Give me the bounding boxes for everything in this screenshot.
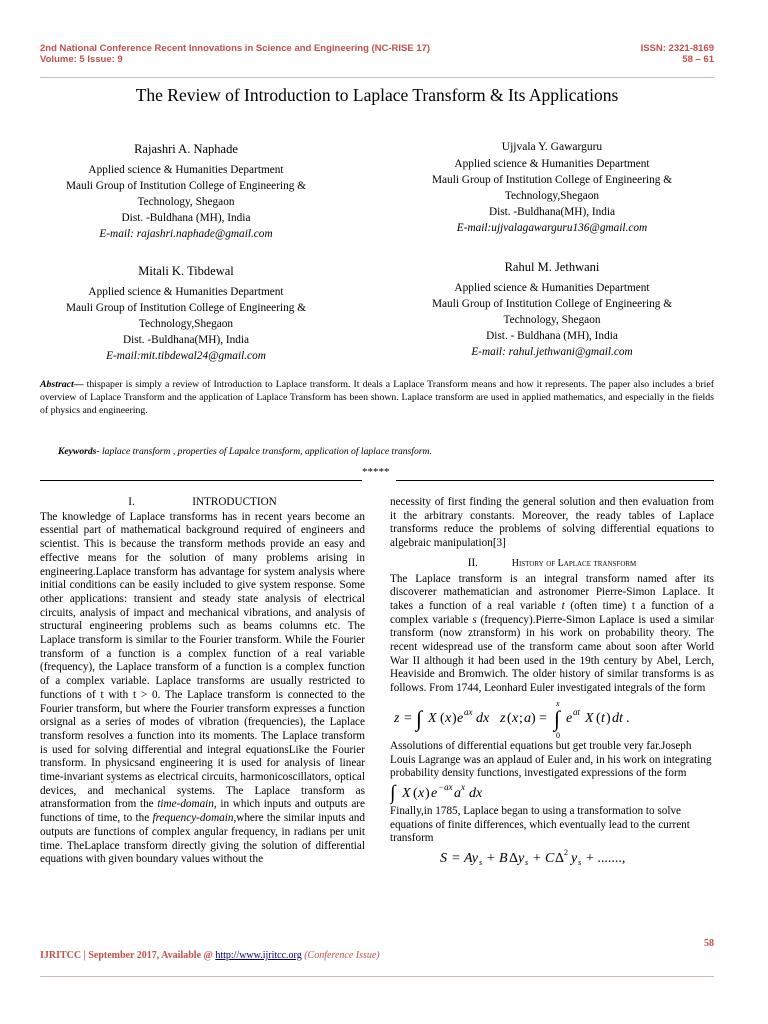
author-email[interactable]: E-mail:mit.tibdewal24@gmail.com (106, 350, 266, 362)
author-dept: Applied science & Humanities Department (88, 164, 284, 176)
author-name: Rahul M. Jethwani (504, 260, 600, 274)
footer-rule (40, 976, 714, 977)
section-number: II. (467, 556, 478, 569)
svg-text:+: + (487, 851, 495, 867)
svg-text:a: a (454, 785, 461, 801)
keywords-text: laplace transform , properties of Lapalce transform, application of laplace transform. (99, 446, 432, 457)
author-block-1 (36, 141, 336, 242)
svg-text:=: = (452, 851, 460, 867)
abstract-text: thispaper is simply a review of Introduction to Laplace transform. It deals a Laplace Transform means and how it represents. The paper also includes a brief overview of Laplace Transform and the application of Laplace Transform has been shown. Laplace transform are used in applied mathematics, and especially in the fields of physics and engineering. (40, 379, 714, 416)
author-institution-cont: Technology, Shegaon (137, 196, 235, 208)
author-dept: Applied science & Humanities Department (454, 158, 650, 170)
svg-text:B: B (499, 851, 508, 867)
author-institution: Mauli Group of Institution College of Engineering & (65, 302, 307, 314)
author-place: Dist. -Buldhana (MH), India (121, 212, 251, 224)
volume-issue: Volume: 5 Issue: 9 (40, 54, 123, 65)
right-column (390, 496, 714, 868)
author-dept: Applied science & Humanities Department (88, 286, 284, 298)
svg-text:∫: ∫ (390, 781, 396, 804)
keywords-label: Keywords- (58, 446, 100, 457)
author-institution: Mauli Group of Institution College of Engineering & (65, 180, 307, 192)
svg-text:x: x (418, 785, 425, 801)
svg-text:=: = (539, 710, 547, 726)
author-block-3 (36, 263, 336, 364)
svg-text:∫: ∫ (416, 705, 423, 731)
abstract-label: Abstract— (40, 379, 84, 390)
svg-text:+ .......,: + ......., (586, 851, 626, 867)
svg-text:): ) (606, 710, 611, 726)
svg-text:(: ( (596, 710, 601, 726)
svg-text:): ) (531, 710, 536, 726)
header-rule (40, 77, 714, 78)
author-place: Dist. -Buldhana(MH), India (122, 334, 250, 346)
finite-difference-formula (390, 846, 714, 868)
svg-text:X: X (585, 710, 594, 726)
author-institution-cont: Technology,Shegaon (138, 318, 234, 330)
svg-text:C: C (545, 851, 555, 867)
svg-text:0: 0 (556, 730, 560, 740)
left-column (40, 496, 365, 867)
section-heading-history (390, 557, 714, 571)
svg-text:X: X (428, 710, 437, 726)
svg-text:(: ( (507, 710, 512, 726)
keywords (58, 445, 714, 458)
author-institution-cont: Technology, Shegaon (503, 314, 601, 326)
separator-stars: ***** (362, 466, 390, 478)
svg-text:a: a (524, 710, 531, 726)
author-name: Rajashri A. Naphade (134, 142, 238, 156)
svg-text:+: + (533, 851, 541, 867)
svg-text:2: 2 (564, 848, 568, 858)
svg-text:.: . (626, 710, 630, 726)
svg-text:): ) (425, 785, 430, 801)
author-dept: Applied science & Humanities Department (454, 282, 650, 294)
svg-text:t: t (601, 710, 605, 726)
paper-title: The Review of Introduction to Laplace Transform & Its Applications (135, 85, 619, 105)
intro-paragraph: The knowledge of Laplace transforms has in recent years become an essential part of mathematical background required of engineers and scientist. This is because the transform methods provide an easy and effective means for the solution of many problems arising in engineering.Laplace transform has advantage for system analysis where initial conditions can be easily included to give system response. Some other applications: transient and steady state analysis of electrical circuits, analysis of impact and mechanical vibrations, and analysis of structural engineering problems such as beams columns etc. The Laplace transform is similar to the Fourier transform. While the Fourier transform of a function is a complex function of a real variable (frequency), the Laplace transform of a function is a complex function of a complex variable. Laplace transforms are usually restricted to functions of t with t > 0. The Laplace transform is connected to the Fourier transform, but where the Fourier transform expresses a function orsignal as a series of modes of vibration (frequencies), the Laplace transform resolves a function into its moments. The Laplace transform is used for solving differential and integral equationsLike the Fourier transform. In physicsand engineering it is used for analysis of linear time-invariant systems as electrical circuits, harmonicoscillators, optical devices, and mechanical systems. The Laplace transform as atransformation from the time-domain, in which inputs and outputs are functions of time, to the frequency-domain,where the similar inputs and outputs are functions of complex angular frequency, in radians per unit time. TheLaplace transform directly giving the solution of differential equations with given boundary values without the (40, 510, 365, 866)
author-place: Dist. -Buldhana(MH), India (488, 206, 616, 218)
section-heading-introduction (40, 496, 365, 510)
author-name: Mitali K. Tibdewal (138, 264, 234, 278)
author-institution: Mauli Group of Institution College of Engineering & (431, 298, 673, 310)
svg-text:;: ; (519, 710, 523, 726)
author-institution: Mauli Group of Institution College of Engineering & (431, 174, 673, 186)
svg-text:Δ: Δ (509, 851, 519, 867)
svg-text:(: ( (413, 785, 418, 801)
footer: IJRITCC | September 2017, Available @ http://www.ijritcc.org (Conference Issue) (40, 950, 380, 961)
euler-integral-formula (390, 696, 714, 740)
author-email[interactable]: E-mail: rahul.jethwani@gmail.com (471, 346, 633, 358)
svg-text:Δ: Δ (555, 851, 565, 867)
section-title: History of Laplace transform (511, 557, 637, 569)
svg-text:s: s (578, 858, 582, 868)
svg-text:dt: dt (612, 710, 623, 726)
svg-text:s: s (479, 858, 483, 868)
issn: ISSN: 2321-8169 (640, 43, 714, 54)
author-email[interactable]: E-mail: rajashri.naphade@gmail.com (99, 228, 273, 240)
svg-text:−ax: −ax (438, 781, 453, 792)
svg-text:S: S (440, 851, 447, 867)
author-email[interactable]: E-mail:ujjvalagawarguru136@gmail.com (456, 222, 648, 234)
page-number: 58 (704, 938, 714, 949)
section-number: I. (128, 496, 135, 508)
svg-text:ax: ax (464, 706, 473, 717)
svg-text:y: y (571, 851, 578, 867)
svg-text:Ay: Ay (464, 851, 478, 867)
section-title: INTRODUCTION (192, 496, 277, 508)
author-place: Dist. - Buldhana (MH), India (486, 330, 618, 342)
svg-text:dx: dx (476, 710, 490, 726)
svg-text:x: x (445, 710, 452, 726)
svg-text:=: = (404, 710, 412, 726)
conference-name: 2nd National Conference Recent Innovations in Science and Engineering (NC-RISE 17) (40, 43, 431, 54)
abstract (40, 378, 714, 417)
svg-text:∫: ∫ (554, 705, 561, 731)
continued-paragraph: necessity of first finding the general solution and then evaluation from it the arbitrary constants. Moreover, the ready tables of Laplace transforms reduce the problems of solving differential equations to algebraic manipulation[3] (390, 496, 714, 550)
lagrange-paragraph: Assolutions of differential equations but get trouble very far.Joseph Louis Lagrange was an applaud of Euler and, in his work on integrating probability density functions, investigated expressions of the form (390, 739, 712, 780)
svg-text:x: x (512, 710, 519, 726)
svg-text:): ) (452, 710, 457, 726)
svg-text:e: e (431, 785, 438, 801)
author-institution-cont: Technology,Shegaon (504, 190, 600, 202)
svg-text:z: z (394, 710, 400, 726)
svg-text:e: e (457, 710, 464, 726)
svg-text:z: z (500, 710, 506, 726)
running-header (40, 43, 714, 73)
svg-text:y: y (518, 851, 525, 867)
history-paragraph: The Laplace transform is an integral transform named after its discoverer mathematician and astronomer Pierre-Simon Laplace. It takes a function of a real variable t (often time) t a function of a complex variable s (frequency).Pierre-Simon Laplace is used a similar transform (now ztransform) in his work on probability theory. The recent widespread use of the transform came about soon after World War II although it had been used in the 19th century by Abel, Lerch, Heaviside and Bromwich. The older history of similar transforms is as follows. From 1744, Leonhard Euler investigated integrals of the form (390, 572, 715, 695)
page-range: 58 – 61 (682, 54, 714, 65)
svg-text:at: at (573, 706, 581, 717)
svg-text:X: X (402, 785, 411, 801)
svg-text:(: ( (440, 710, 445, 726)
svg-text:x: x (556, 698, 560, 708)
svg-text:s: s (525, 858, 529, 868)
author-block-4 (402, 259, 702, 360)
journal-link[interactable]: http://www.ijritcc.org (215, 950, 302, 961)
author-name: Ujjvala Y. Gawarguru (501, 141, 603, 153)
svg-text:x: x (461, 781, 465, 792)
svg-text:e: e (566, 710, 573, 726)
author-block-2 (402, 139, 702, 236)
svg-text:dx: dx (469, 785, 483, 801)
laplace-paragraph: Finally,in 1785, Laplace began to using a transformation to solve equations of finite differences, which eventually lead to the current transform (390, 804, 690, 845)
lagrange-integral-formula (390, 781, 714, 805)
section-separator (40, 466, 714, 482)
